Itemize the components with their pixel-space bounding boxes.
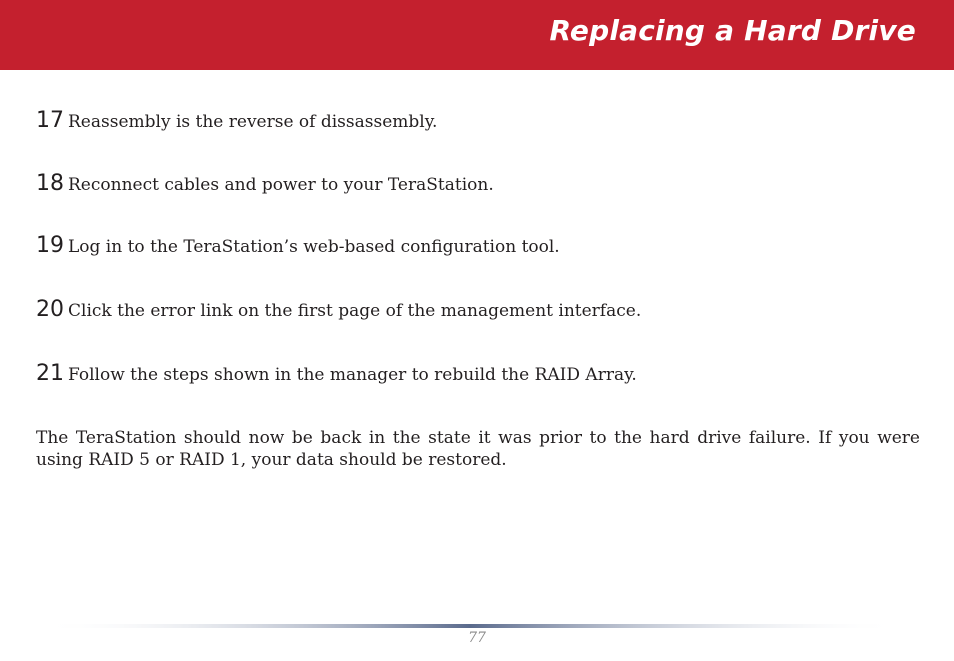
step-text: Follow the steps shown in the manager to rebuild the RAID Array. <box>68 365 637 385</box>
page-title: Replacing a Hard Drive <box>549 14 916 47</box>
step-number: 17 <box>36 108 64 133</box>
step-number: 19 <box>36 233 64 258</box>
step-item <box>36 293 641 328</box>
step-item <box>36 229 560 264</box>
step-text: Log in to the TeraStation’s web-based configuration tool. <box>68 237 560 257</box>
page-number: 77 <box>468 630 486 646</box>
step-number: 18 <box>36 171 64 196</box>
step-text: Reconnect cables and power to your TeraStation. <box>68 175 494 195</box>
step-number: 21 <box>36 361 64 386</box>
step-item <box>36 167 494 202</box>
step-item <box>36 357 637 392</box>
step-number: 20 <box>36 297 64 322</box>
step-text: Click the error link on the first page of the management interface. <box>68 301 642 321</box>
step-text: Reassembly is the reverse of dissassembly. <box>68 112 438 132</box>
footer-rule <box>40 624 900 628</box>
summary-paragraph: The TeraStation should now be back in the state it was prior to the hard drive failure. If you were using RAID 5 or RAID 1, your data should be restored. <box>36 428 920 470</box>
step-item <box>36 104 437 139</box>
